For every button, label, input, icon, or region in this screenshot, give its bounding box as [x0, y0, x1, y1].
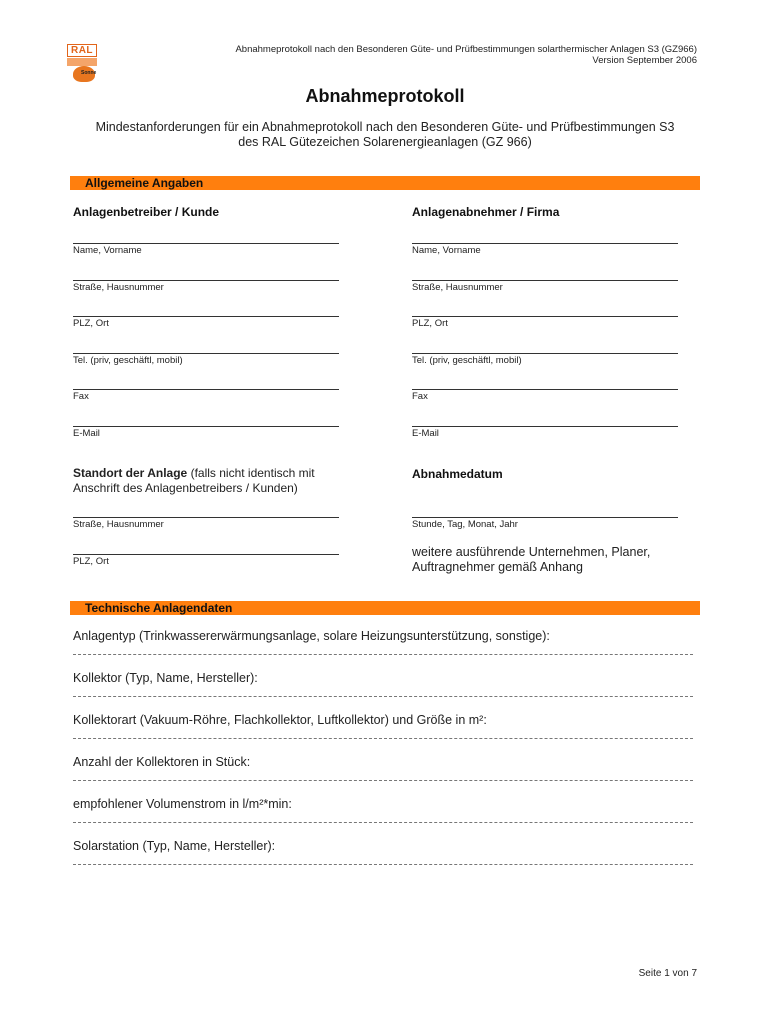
field-line[interactable] [73, 353, 339, 354]
subtitle-line-2: des RAL Gütezeichen Solarenergieanlagen (GZ 966) [238, 135, 532, 149]
ral-logo-text: RAL [67, 44, 97, 57]
field-line[interactable] [73, 517, 339, 518]
standort-line-2: Anschrift des Anlagenbetreibers / Kunden) [73, 481, 298, 495]
field-line[interactable] [412, 426, 678, 427]
field-label: Straße, Hausnummer [412, 282, 503, 293]
subtitle-line-1: Mindestanforderungen für ein Abnahmeprotokoll nach den Besonderen Güte- und Prüfbestimmungen S3 [95, 120, 675, 134]
page-number: Seite 1 von 7 [638, 968, 697, 979]
question-solarstation: Solarstation (Typ, Name, Hersteller): [73, 839, 276, 853]
field-label: E-Mail [73, 428, 100, 439]
field-line[interactable] [73, 554, 339, 555]
weitere-line-1: weitere ausführende Unternehmen, Planer, [412, 545, 651, 559]
field-label: Name, Vorname [412, 245, 481, 256]
answer-line[interactable] [73, 654, 693, 655]
field-line[interactable] [73, 316, 339, 317]
section-title: Allgemeine Angaben [85, 176, 204, 190]
answer-line[interactable] [73, 822, 693, 823]
answer-line[interactable] [73, 696, 693, 697]
ral-logo-band [67, 58, 97, 66]
field-label: Fax [73, 391, 89, 402]
field-label: PLZ, Ort [412, 318, 448, 329]
abnahmedatum-heading: Abnahmedatum [412, 467, 503, 481]
section-title: Technische Anlagendaten [85, 601, 233, 615]
field-label: Tel. (priv, geschäftl, mobil) [73, 355, 183, 366]
question-kollektor: Kollektor (Typ, Name, Hersteller): [73, 671, 258, 685]
weitere-unternehmen-note [412, 545, 650, 575]
field-label: Name, Vorname [73, 245, 142, 256]
page-title: Abnahmeprotokoll [305, 86, 465, 106]
field-label: Fax [412, 391, 428, 402]
field-line[interactable] [412, 517, 678, 518]
header-line-2: Version September 2006 [592, 55, 697, 66]
field-label: Stunde, Tag, Monat, Jahr [412, 519, 518, 530]
ral-logo-sub: Sonne [81, 70, 97, 76]
answer-line[interactable] [73, 864, 693, 865]
field-label: PLZ, Ort [73, 318, 109, 329]
standort-rest: (falls nicht identisch mit [187, 466, 315, 480]
field-line[interactable] [73, 243, 339, 244]
field-label: PLZ, Ort [73, 556, 109, 567]
section-bar-allgemeine-angaben [70, 176, 700, 190]
field-label: Straße, Hausnummer [73, 519, 164, 530]
standort-heading [73, 466, 373, 496]
left-column-heading: Anlagenbetreiber / Kunde [73, 205, 220, 219]
field-line[interactable] [73, 280, 339, 281]
field-label: E-Mail [412, 428, 439, 439]
field-line[interactable] [412, 280, 678, 281]
field-line[interactable] [412, 389, 678, 390]
header-line-1: Abnahmeprotokoll nach den Besonderen Güte- und Prüfbestimmungen solarthermischer Anlagen S3 (GZ966) [235, 44, 697, 55]
field-line[interactable] [73, 389, 339, 390]
field-label: Straße, Hausnummer [73, 282, 164, 293]
answer-line[interactable] [73, 738, 693, 739]
question-anzahl-kollektoren: Anzahl der Kollektoren in Stück: [73, 755, 251, 769]
weitere-line-2: Auftragnehmer gemäß Anhang [412, 560, 583, 574]
field-line[interactable] [412, 243, 678, 244]
field-line[interactable] [412, 353, 678, 354]
field-line[interactable] [412, 316, 678, 317]
standort-bold: Standort der Anlage [73, 466, 188, 480]
question-anlagentyp: Anlagentyp (Trinkwassererwärmungsanlage, solare Heizungsunterstützung, sonstige): [73, 629, 550, 643]
field-line[interactable] [73, 426, 339, 427]
question-volumenstrom: empfohlener Volumenstrom in l/m²*min: [73, 797, 292, 811]
answer-line[interactable] [73, 780, 693, 781]
ral-logo [67, 44, 97, 82]
right-column-heading: Anlagenabnehmer / Firma [412, 205, 560, 219]
section-bar-technische-anlagendaten [70, 601, 700, 615]
field-label: Tel. (priv, geschäftl, mobil) [412, 355, 522, 366]
question-kollektorart: Kollektorart (Vakuum-Röhre, Flachkollektor, Luftkollektor) und Größe in m²: [73, 713, 487, 727]
